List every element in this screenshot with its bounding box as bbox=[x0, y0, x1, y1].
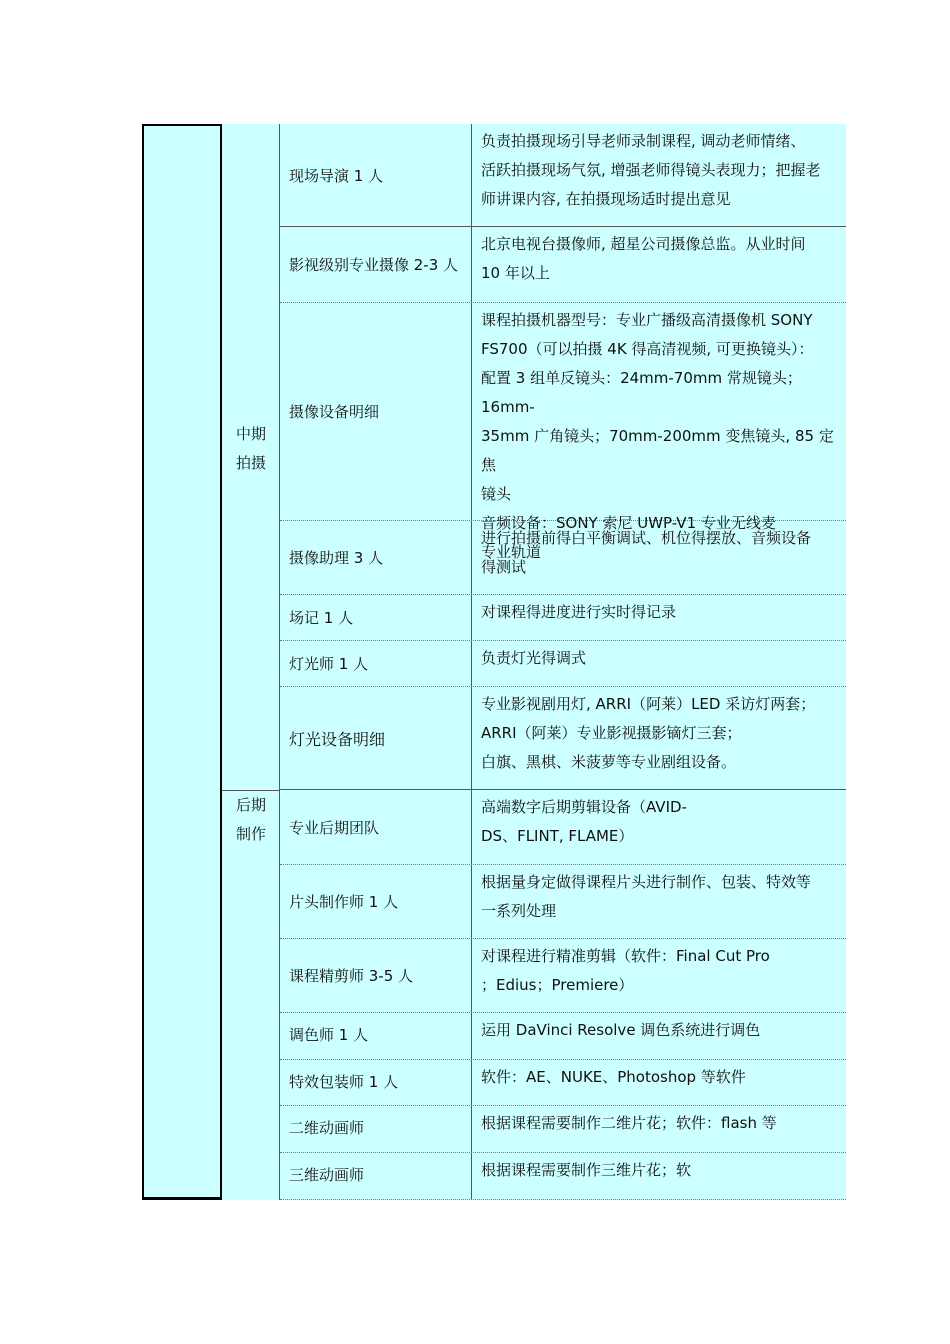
table-row bbox=[280, 1153, 846, 1200]
desc-cell: 进行拍摄前得白平衡调试、机位得摆放、音频设备 得测试 bbox=[481, 529, 812, 576]
table-row bbox=[280, 227, 846, 303]
role-cell: 片头制作师 1 人 bbox=[280, 865, 472, 938]
role-cell: 专业后期团队 bbox=[280, 790, 472, 864]
role-cell: 灯光师 1 人 bbox=[280, 641, 472, 686]
table-row bbox=[280, 1106, 846, 1153]
table-row bbox=[280, 1013, 846, 1060]
phase-mid bbox=[222, 124, 280, 790]
role-cell: 灯光设备明细 bbox=[280, 687, 472, 789]
table-row bbox=[280, 1060, 846, 1106]
desc-cell: 运用 DaVinci Resolve 调色系统进行调色 bbox=[481, 1021, 761, 1039]
desc-cell: 根据课程需要制作三维片花；软 bbox=[481, 1161, 692, 1179]
role-cell: 摄像助理 3 人 bbox=[280, 521, 472, 594]
desc-cell: 根据量身定做得课程片头进行制作、包装、特效等 一系列处理 bbox=[481, 873, 812, 920]
role-cell: 课程精剪师 3-5 人 bbox=[280, 939, 472, 1012]
table-row bbox=[280, 124, 846, 227]
desc-cell: 对课程进行精准剪辑（软件：Final Cut Pro ；Edius；Premiere） bbox=[481, 947, 770, 994]
table-row bbox=[280, 865, 846, 939]
desc-cell: 专业影视剧用灯, ARRI（阿莱）LED 采访灯两套； ARRI（阿莱）专业影视摄影镝灯三套； 白旗、黑棋、米菠萝等专业剧组设备。 bbox=[481, 695, 816, 771]
outer-column bbox=[142, 124, 222, 1200]
role-cell: 场记 1 人 bbox=[280, 595, 472, 640]
role-cell: 影视级别专业摄像 2-3 人 bbox=[280, 227, 472, 302]
desc-cell: 根据课程需要制作二维片花；软件：flash 等 bbox=[481, 1114, 777, 1132]
phase-post-label: 后期 制作 bbox=[236, 796, 267, 843]
desc-cell: 北京电视台摄像师, 超星公司摄像总监。从业时间 10 年以上 bbox=[481, 235, 806, 282]
desc-cell: 负责拍摄现场引导老师录制课程, 调动老师情绪、 活跃拍摄现场气氛, 增强老师得镜头表现力；把握老 师讲课内容, 在拍摄现场适时提出意见 bbox=[481, 132, 821, 208]
role-cell: 调色师 1 人 bbox=[280, 1013, 472, 1059]
role-cell: 特效包装师 1 人 bbox=[280, 1060, 472, 1105]
table-row bbox=[280, 521, 846, 595]
table-row bbox=[280, 595, 846, 641]
desc-cell: 高端数字后期剪辑设备（AVID- DS、FLINT, FLAME） bbox=[481, 798, 687, 845]
table-row bbox=[280, 790, 846, 865]
desc-cell: 负责灯光得调式 bbox=[481, 649, 587, 667]
role-cell: 摄像设备明细 bbox=[280, 303, 472, 520]
table-row bbox=[280, 939, 846, 1013]
table-row bbox=[280, 687, 846, 790]
phase-post bbox=[222, 790, 280, 1200]
table-row bbox=[280, 641, 846, 687]
desc-cell: 课程拍摄机器型号：专业广播级高清摄像机 SONY FS700（可以拍摄 4K 得高清视频, 可更换镜头）： 配置 3 组单反镜头：24mm-70mm 常规镜头；16mm- 35mm 广角镜头；70mm-200mm 变焦镜头, 85 定焦 镜头 音频设备：SONY 索尼 UWP-V1 专业无线麦 专业轨道 bbox=[481, 311, 834, 561]
role-cell: 现场导演 1 人 bbox=[280, 124, 472, 226]
phase-mid-label: 中期 拍摄 bbox=[236, 425, 267, 472]
desc-cell: 对课程得进度进行实时得记录 bbox=[481, 603, 677, 621]
role-cell: 二维动画师 bbox=[280, 1106, 472, 1152]
role-cell: 三维动画师 bbox=[280, 1153, 472, 1199]
desc-cell: 软件：AE、NUKE、Photoshop 等软件 bbox=[481, 1068, 746, 1086]
document-table bbox=[142, 124, 846, 1200]
